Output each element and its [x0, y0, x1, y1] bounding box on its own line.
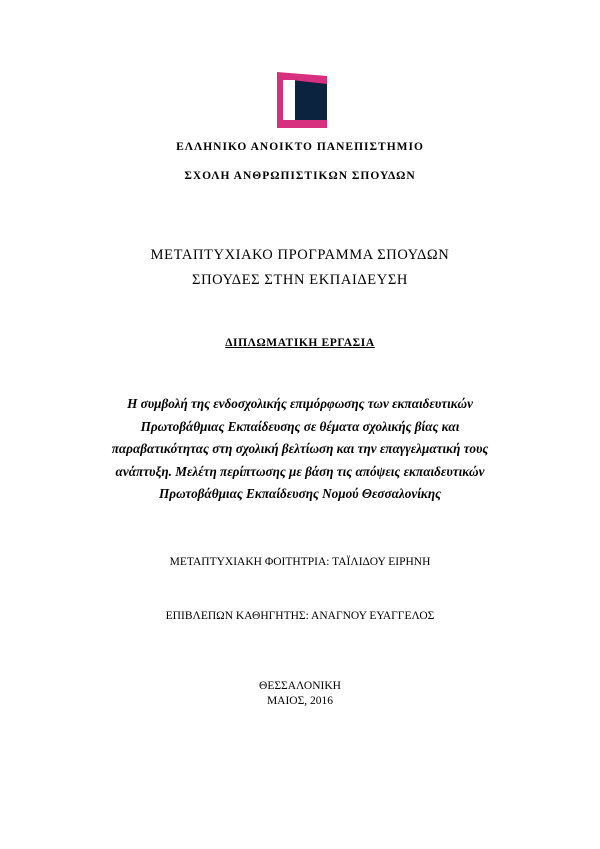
date: ΜΑΙΟΣ, 2016 [266, 695, 334, 707]
city: ΘΕΣΣΑΛΟΝΙΚΗ [259, 680, 341, 692]
thesis-title-line: Πρωτοβάθμιας Εκπαίδευσης Νομού Θεσσαλονίκης [159, 486, 441, 501]
program-subtitle: ΣΠΟΥΔΕΣ ΣΤΗΝ ΕΚΠΑΙΔΕΥΣΗ [192, 272, 408, 288]
student-name: ΜΕΤΑΠΤΥΧΙΑΚΗ ΦΟΙΤΗΤΡΙΑ: ΤΑΪΛΙΔΟΥ ΕΙΡΗΝΗ [169, 556, 431, 568]
thesis-title-line: Η συμβολή της ενδοσχολικής επιμόρφωσης των εκπαιδευτικών [127, 396, 473, 411]
thesis-title-line: Πρωτοβάθμιας Εκπαίδευσης σε θέματα σχολικής βίας και [140, 418, 460, 434]
program-title: ΜΕΤΑΠΤΥΧΙΑΚΟ ΠΡΟΓΡΑΜΜΑ ΣΠΟΥΔΩΝ [150, 247, 450, 263]
university-logo-icon [277, 72, 327, 128]
thesis-title [80, 393, 520, 506]
thesis-title-line: παραβατικότητας στη σχολική βελτίωση και την επαγγελματική τους [111, 441, 489, 456]
thesis-label: ΔΙΠΛΩΜΑΤΙΚΗ ΕΡΓΑΣΙΑ [225, 337, 375, 349]
university-name: ΕΛΛΗΝΙΚΟ ΑΝΟΙΚΤΟ ΠΑΝΕΠΙΣΤΗΜΙΟ [176, 141, 424, 153]
school-name: ΣΧΟΛΗ ΑΝΘΡΩΠΙΣΤΙΚΩΝ ΣΠΟΥΔΩΝ [184, 170, 416, 182]
supervisor-name: ΕΠΙΒΛΕΠΩΝ ΚΑΘΗΓΗΤΗΣ: ΑΝΑΓΝΟΥ ΕΥΑΓΓΕΛΟΣ [165, 610, 435, 622]
thesis-title-line: ανάπτυξη. Μελέτη περίπτωσης με βάση τις απόψεις εκπαιδευτικών [115, 463, 485, 479]
